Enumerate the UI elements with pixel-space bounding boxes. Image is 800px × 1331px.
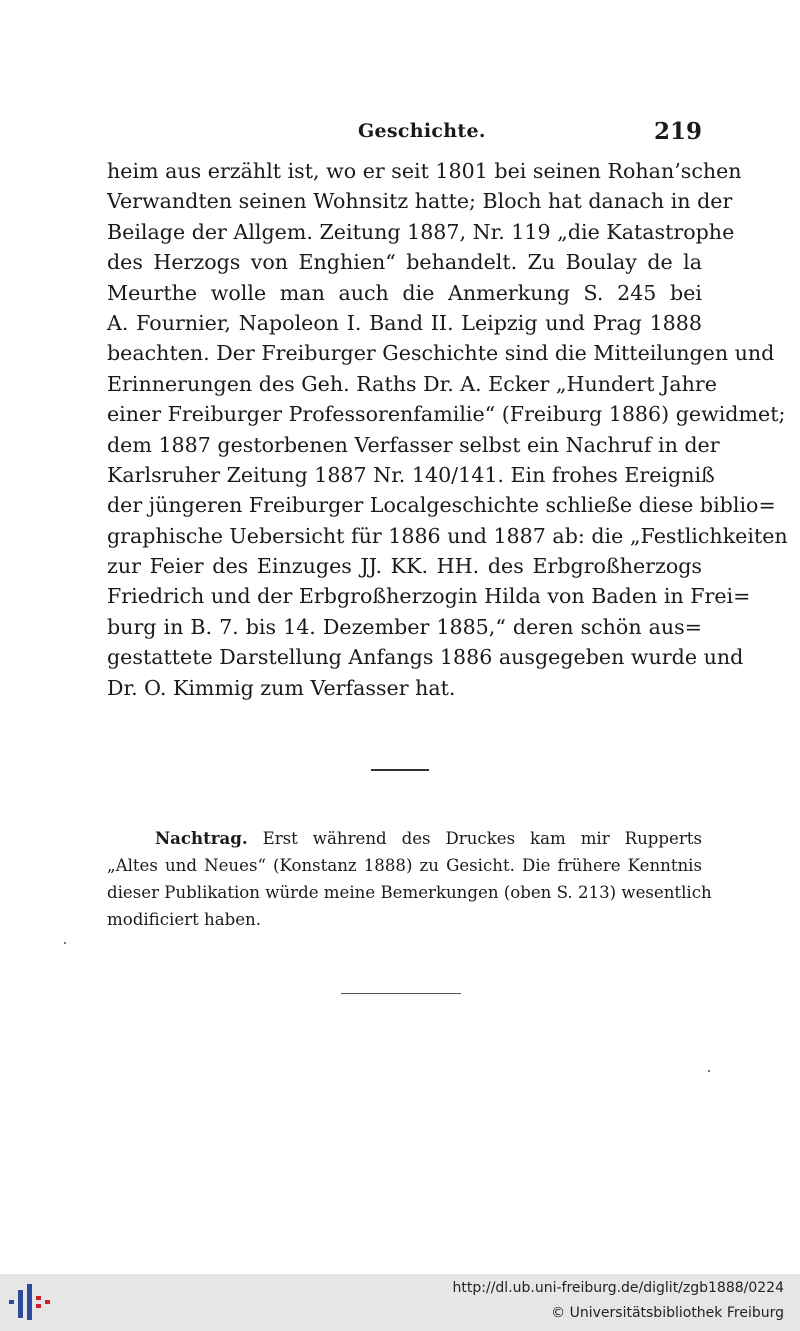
ub-freiburg-logo-icon[interactable] [9,1282,53,1322]
body-line: Erinnerungen des Geh. Raths Dr. A. Ecker „Hundert Jahre [107,371,717,396]
body-text [107,156,788,703]
footnote [107,825,712,933]
body-line: zur Feier des Einzuges JJ. KK. HH. des Erbgroßherzogs [107,554,702,579]
body-line: Verwandten seinen Wohnsitz hatte; Bloch hat danach in der [107,189,733,214]
permalink-url[interactable]: http://dl.ub.uni-freiburg.de/diglit/zgb1888/0224 [452,1280,784,1296]
footnote-line: „Altes und Neues“ (Konstanz 1888) zu Gesicht. Die frühere Kenntnis [107,856,702,875]
scan-speck [708,1070,710,1072]
body-line: heim aus erzählt ist, wo er seit 1801 bei seinen Rohan’schen [107,159,742,183]
section-title: Geschichte. [358,120,486,142]
body-line: Beilage der Allgem. Zeitung 1887, Nr. 119 „die Katastrophe [107,219,735,244]
body-line: des Herzogs von Enghien“ behandelt. Zu Boulay de la [107,250,702,275]
page-number: 219 [653,118,702,145]
footer-bar [0,1274,800,1331]
footnote-line [107,825,702,852]
body-line: Friedrich und der Erbgroßherzogin Hilda von Baden in Frei= [107,584,751,609]
body-line: einer Freiburger Professorenfamilie“ (Freiburg 1886) gewidmet; [107,402,786,427]
end-divider [341,993,461,994]
body-line: der jüngeren Freiburger Localgeschichte schließe diese biblio= [107,493,776,518]
footnote-line: dieser Publikation würde meine Bemerkungen (oben S. 213) wesentlich [107,883,712,902]
body-line: beachten. Der Freiburger Geschichte sind die Mitteilungen und [107,341,775,366]
section-divider [371,769,429,771]
body-line: Karlsruher Zeitung 1887 Nr. 140/141. Ein frohes Ereigniß [107,462,715,487]
body-line: burg in B. 7. bis 14. Dezember 1885,“ deren schön aus= [107,614,702,639]
footnote-first-line-text: Erst während des Druckes kam mir Rupperts [247,829,702,848]
body-line: A. Fournier, Napoleon I. Band II. Leipzig und Prag 1888 [107,310,702,335]
body-line: gestattete Darstellung Anfangs 1886 ausgegeben wurde und [107,645,744,670]
footnote-lead: Nachtrag. [155,828,248,848]
body-line: graphische Uebersicht für 1886 und 1887 ab: die „Festlichkeiten [107,523,788,548]
body-line: Dr. O. Kimmig zum Verfasser hat. [107,675,456,700]
copyright-notice: © Universitätsbibliothek Freiburg [551,1305,784,1321]
body-line: Meurthe wolle man auch die Anmerkung S. 245 bei [107,280,702,305]
scan-speck [64,942,66,944]
body-line: dem 1887 gestorbenen Verfasser selbst ein Nachruf in der [107,432,720,457]
footnote-line: modificiert haben. [107,910,262,929]
running-head [0,118,800,148]
